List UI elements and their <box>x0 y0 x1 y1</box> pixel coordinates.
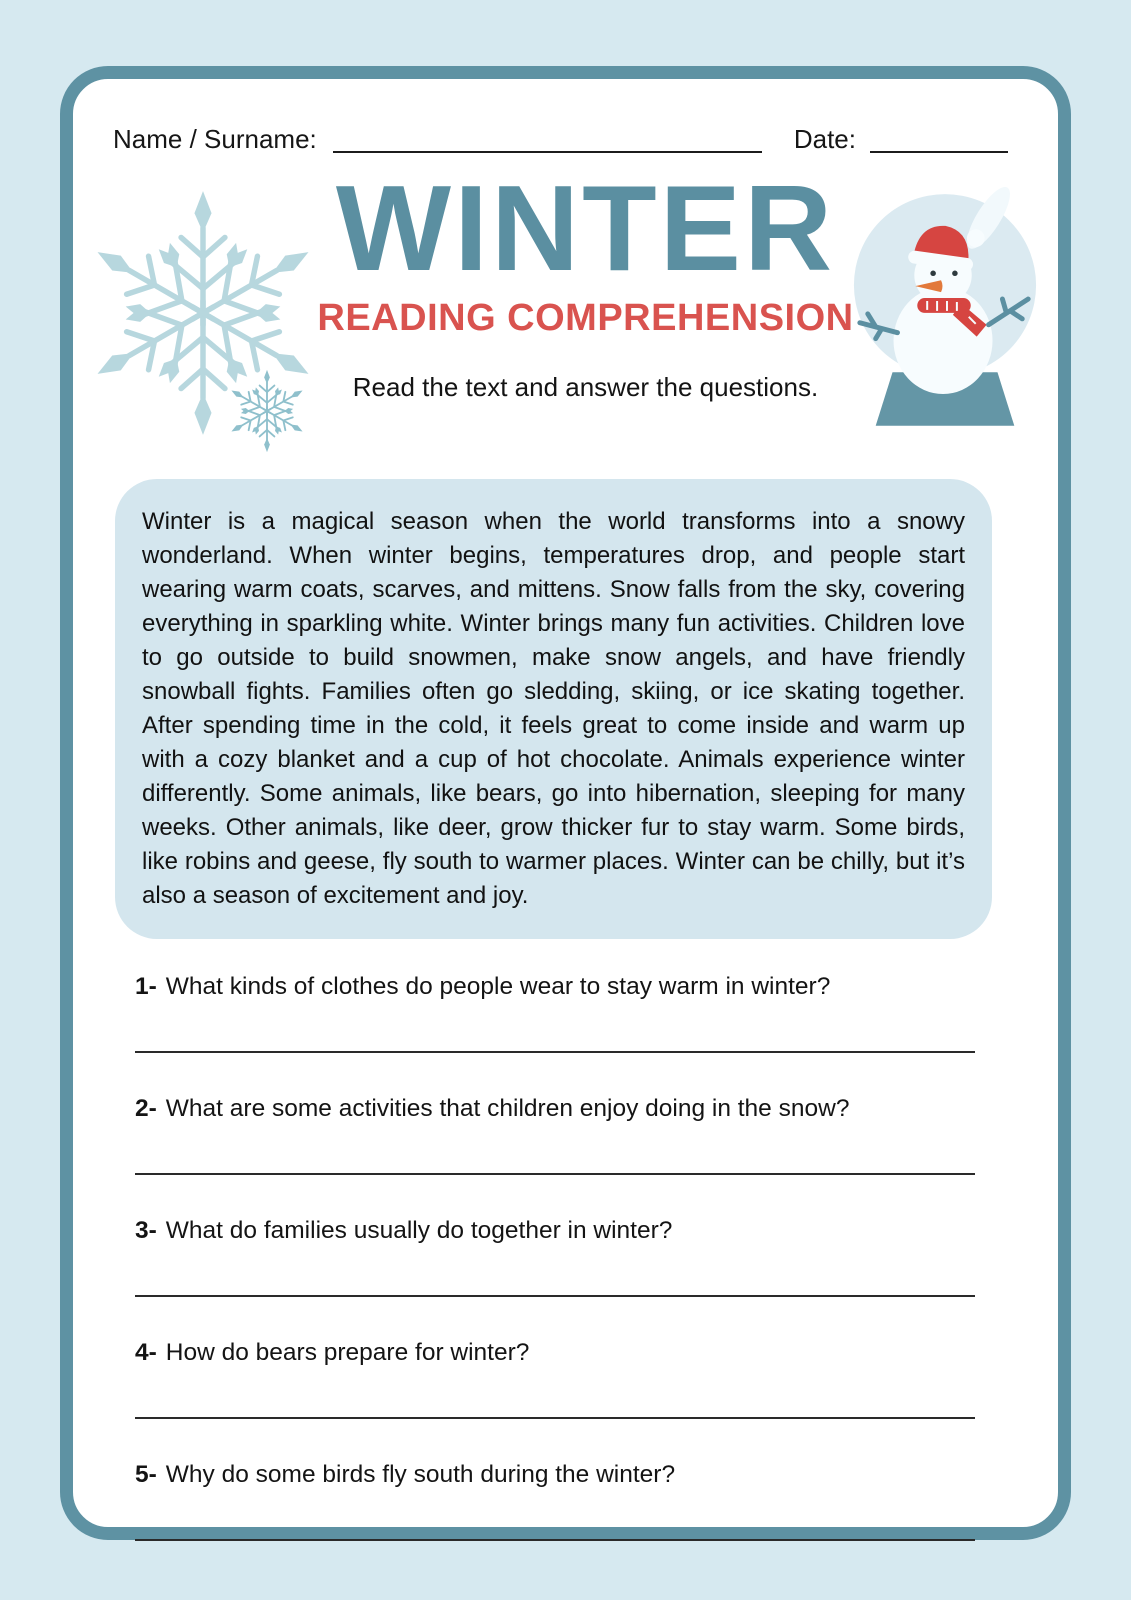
page-title: WINTER <box>335 160 836 296</box>
question-2 <box>135 1095 975 1175</box>
title-area <box>73 160 1058 479</box>
question-text: What kinds of clothes do people wear to stay warm in winter? <box>165 973 831 1000</box>
questions-section <box>135 973 975 1541</box>
question-text: What are some activities that children enjoy doing in the snow? <box>165 1095 850 1122</box>
question-text: What do families usually do together in winter? <box>165 1217 673 1244</box>
snow-globe-icon <box>846 173 1044 429</box>
page-subtitle: READING COMPREHENSION <box>317 297 854 339</box>
date-input-line[interactable] <box>870 123 1008 153</box>
answer-line-4[interactable] <box>135 1417 975 1419</box>
question-number: 1- <box>135 973 157 1000</box>
reading-passage-box <box>115 479 992 939</box>
answer-line-2[interactable] <box>135 1173 975 1175</box>
reading-passage-text: Winter is a magical season when the world transforms into a snowy wonderland. When winter begins, temperatures drop, and people start wearing warm coats, scarves, and mittens. Snow falls from the sky, covering everything in sparkling white. Winter brings many fun activities. Children love to go outside to build snowmen, make snow angels, and have friendly snowball fights. Families often go sledding, skiing, or ice skating together. After spending time in the cold, it feels great to come inside and warm up with a cozy blanket and a cup of hot chocolate. Animals experience winter differently. Some animals, like bears, go into hibernation, sleeping for many weeks. Other animals, like deer, grow thicker fur to stay warm. Some birds, like robins and geese, fly south to warmer places. Winter can be chilly, but it’s also a season of excitement and joy. <box>142 508 965 909</box>
answer-line-1[interactable] <box>135 1051 975 1053</box>
name-input-line[interactable] <box>333 123 762 153</box>
question-3 <box>135 1217 975 1297</box>
name-date-row <box>113 123 1008 155</box>
question-5 <box>135 1461 975 1541</box>
question-number: 2- <box>135 1095 157 1122</box>
name-label: Name / Surname: <box>113 124 317 154</box>
question-1 <box>135 973 975 1053</box>
question-4 <box>135 1339 975 1419</box>
question-number: 4- <box>135 1339 157 1366</box>
question-text: How do bears prepare for winter? <box>165 1339 530 1366</box>
answer-line-5[interactable] <box>135 1539 975 1541</box>
date-label: Date: <box>793 124 856 154</box>
instruction-text: Read the text and answer the questions. <box>352 372 819 402</box>
question-number: 5- <box>135 1461 157 1488</box>
answer-line-3[interactable] <box>135 1295 975 1297</box>
question-text: Why do some birds fly south during the winter? <box>165 1461 676 1488</box>
worksheet-page <box>60 66 1071 1540</box>
snowflake-icon <box>221 365 313 457</box>
question-number: 3- <box>135 1217 157 1244</box>
